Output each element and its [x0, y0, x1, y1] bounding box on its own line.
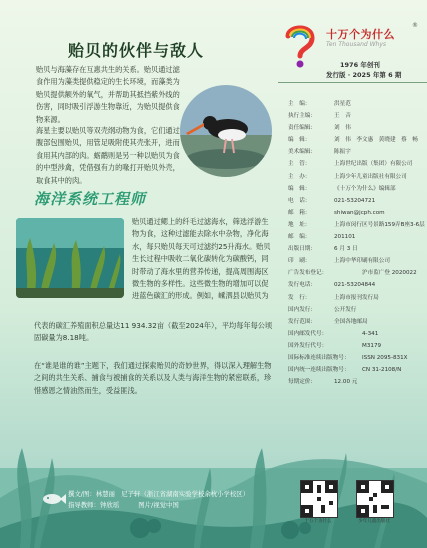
credit-row [288, 134, 423, 146]
paragraph-conclusion: 在“谁是谁的谁”主题下，我们通过探索贻贝的奇妙世界，得以深入理解生物之间的共生关系、捕食与被捕食的关系以及人类与海洋生物的紧密联系，珍惜感恩之情油然而生，受益匪浅。 [34, 361, 272, 395]
credit-value: ISSN 2095-831X [362, 354, 408, 361]
credit-row [288, 231, 423, 243]
paragraph-carbon: 代表的碳汇养殖面积总量达11 934.32亩（截至2024年），平均每年每公顷固碳量为8.18吨。 [34, 321, 273, 343]
credit-row [288, 352, 423, 364]
credit-label: 发行电话： [288, 282, 316, 289]
credit-label: 国内发行： [288, 306, 316, 313]
credit-row [288, 279, 423, 291]
credit-value: M3179 [362, 342, 382, 349]
fish-icon [40, 486, 66, 512]
section-title: 海洋系统工程师 [34, 190, 147, 208]
credit-row [288, 292, 423, 304]
credit-row [288, 171, 423, 183]
credit-row [288, 207, 423, 219]
credit-label: 发 行： [288, 294, 311, 301]
question-mark-logo-icon [280, 22, 320, 70]
credit-label: 主 办： [288, 173, 311, 180]
qr-codes [300, 480, 410, 524]
credit-label: 责任编辑： [288, 125, 316, 132]
credit-value: 上海世纪出版（集团）有限公司 [334, 161, 413, 168]
credit-value: 全国各地邮局 [334, 318, 368, 325]
credit-row [288, 122, 423, 134]
credit-label: 国外发行代号： [288, 342, 328, 349]
credits-list [288, 98, 423, 388]
credit-label: 主 编： [288, 101, 311, 107]
credit-value: 上海中华印刷有限公司 [334, 258, 390, 265]
credit-row [288, 316, 423, 328]
issue-number: 发行版 · 2025 年第 6 期 [326, 71, 402, 79]
credit-row [288, 195, 423, 207]
underwater-photo [16, 218, 124, 298]
credit-value: 上海市报刊发行局 [334, 294, 379, 301]
credit-value: CN 31-2108/N [362, 367, 402, 374]
credit-value: 王 音 [334, 113, 351, 120]
masthead-column [278, 0, 427, 548]
credit-label: 国内邮发代号： [288, 330, 328, 337]
credit-row [288, 243, 423, 255]
paragraph-symbiosis: 贻贝与海藻存在互惠共生的关系。贻贝通过滤食作用为藻类提供稳定的生长环境，而藻类为贻贝提供额外的氧气，并帮助其抵挡紫外线的伤害，同时吸引浮游生物靠近，为贻贝提供食物来源。 [36, 65, 180, 124]
magazine-brand-sub: Ten Thousand Whys [326, 41, 386, 48]
credit-row [288, 98, 423, 110]
credit-row [288, 328, 423, 340]
credit-value: 021-53204721 [334, 197, 376, 204]
credit-label: 广告发布登记： [288, 270, 328, 277]
divider [278, 82, 427, 83]
credit-label: 主 管： [288, 161, 311, 168]
credit-value: 上海少年儿童出版社有限公司 [334, 173, 407, 180]
footer-teacher-line: 指导教师：钟欣瑶 图片/视觉中国 [68, 501, 179, 509]
credit-value: 4-341 [362, 330, 379, 337]
credit-value: 6 月 3 日 [334, 246, 358, 253]
credit-row [288, 364, 423, 376]
credit-value: 刘 伟 [334, 125, 351, 132]
credit-label: 编 辑： [288, 185, 311, 192]
credit-value: 洪星范 [334, 101, 351, 107]
registered-mark: ® [412, 22, 418, 29]
credit-label: 执行主编： [288, 113, 316, 120]
qr-label-right: 少年儿童出版社 [358, 519, 390, 524]
credit-value: 沪市监广登 2020022 [362, 270, 417, 277]
credit-label: 邮 箱： [288, 209, 311, 216]
magazine-brand: 十万个为什么 [326, 28, 395, 41]
credit-row [288, 376, 423, 388]
credit-value[interactable]: shiwan@jcph.com [334, 209, 385, 216]
credit-value: 公开发行 [334, 306, 357, 313]
credit-value: 陈振宇 [334, 149, 351, 156]
credit-value: 《十万个为什么》编辑部 [334, 185, 396, 192]
credit-label: 编 辑： [288, 137, 311, 144]
credit-value: 201101 [334, 234, 356, 241]
credit-label: 地 址： [288, 221, 311, 228]
credit-row [288, 219, 423, 231]
qr-code-right[interactable] [356, 480, 394, 518]
paragraph-filtering: 贻贝通过鳃上的纤毛过滤海水，筛选浮游生物为食，这种过滤能去除水中杂物，净化海水，每只贻贝每天可过滤约25升海水。贻贝生长过程中吸收二氧化碳转化为碳酸钙，同时带动了海水里的营养传递，提高周围海区微生物的多样性。这些微生物的增加可以促进蓝色碳汇的形成。例如，嵊泗县以贻贝为 [132, 217, 271, 301]
credit-row [288, 304, 423, 316]
credit-label: 美术编辑： [288, 149, 316, 156]
credit-row [288, 255, 423, 267]
footer-credits [68, 489, 290, 511]
credit-value: 021-53204844 [334, 282, 376, 289]
credit-label: 发行范围： [288, 318, 316, 325]
credit-label: 每期定价： [288, 379, 316, 386]
credit-label: 印 刷： [288, 258, 311, 265]
credit-label: 国际标准连续出版物号： [288, 354, 350, 361]
credit-label: 国内统一连续出版物号： [288, 367, 350, 374]
article-title: 贻贝的伙伴与敌人 [67, 41, 204, 60]
credit-row [288, 340, 423, 352]
credit-label: 电 话： [288, 197, 311, 204]
oystercatcher-photo [180, 85, 272, 177]
credit-value: 上海市闵行区号景路159弄B座3-6层 [334, 221, 425, 228]
credit-row [288, 267, 423, 279]
footer-author-line: 撰文/图：林慧丽 尼子轩（浙江省湖南实验学校余杭小学校区） [68, 490, 250, 498]
founded-year: 1976 年创刊 [340, 61, 380, 69]
credit-value: 刘 伟 李文惠 黄晓建 蔡 畅 [334, 137, 418, 144]
credit-row [288, 158, 423, 170]
credit-label: 出版日期： [288, 246, 316, 253]
qr-label-left: 十万个为什么 [304, 519, 332, 524]
qr-code-left[interactable] [300, 480, 338, 518]
credit-row [288, 146, 423, 158]
credit-row [288, 183, 423, 195]
credit-row [288, 110, 423, 122]
credit-label: 邮 编： [288, 234, 311, 241]
credit-value: 12.00 元 [334, 379, 358, 386]
paragraph-predators: 海星主要以贻贝等双壳纲动物为食，它们通过腹部包围贻贝，用管足吸附使其壳张开，进而食用其内部的肉。蛎鹬则是另一种以贻贝为食的中型涉禽，凭借强有力的喙打开贻贝外壳，取食其中的肉。 [36, 126, 180, 185]
